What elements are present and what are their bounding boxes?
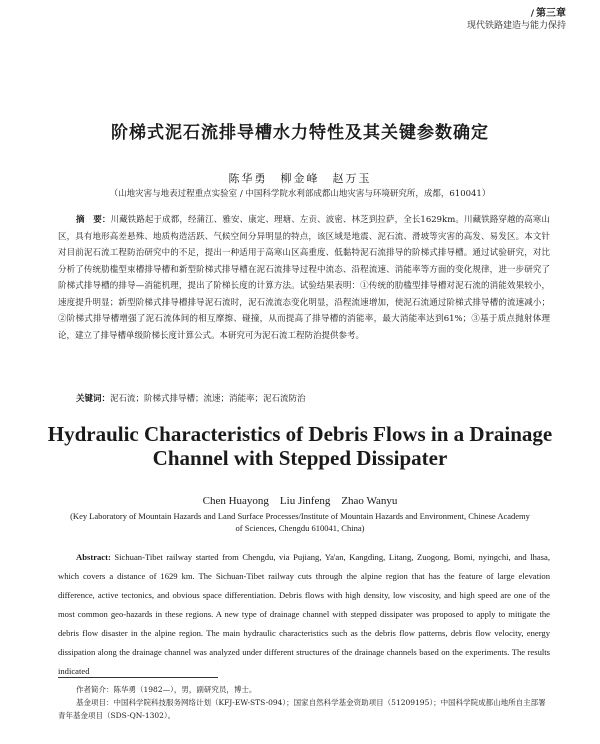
footnotes bbox=[58, 683, 550, 722]
chinese-title: 阶梯式泥石流排导槽水力特性及其关键参数确定 bbox=[111, 123, 489, 143]
running-head-subtitle: 现代铁路建造与能力保持 bbox=[466, 21, 566, 31]
running-head-chapter: / 第三章 bbox=[530, 8, 566, 19]
footnote-divider bbox=[58, 677, 218, 678]
funding-footnote: 基金项目：中国科学院科技服务网络计划（KFJ-EW-STS-094）；国家自然科学基金资助项目（51209195）；中国科学院成都山地所自主部署青年基金项目（SDS-QN-1302）。 bbox=[58, 698, 546, 720]
english-authors: Chen Huayong Liu Jinfeng Zhao Wanyu bbox=[202, 495, 398, 507]
running-head bbox=[467, 8, 566, 32]
english-affiliation: (Key Laboratory of Mountain Hazards and Land Surface Processes/Institute of Mountain Hazards and Environment, Chinese Academy of Sciences, Chengdu 610041, China) bbox=[70, 511, 530, 533]
chinese-abstract-text: 川藏铁路起于成都，经蒲江、雅安、康定、理塘、左贡、波密、林芝到拉萨，全长1629km。川藏铁路穿越的高寒山区，具有地形高差悬殊、地质构造活跃、气候空间分异明显的特点，该区域是地震、泥石流、滑坡等灾害的高发、易发区。本文针对目前泥石流工程防治研究中的不足，提出一种适用于高寒山区高重度、低黏特泥石流排导的阶梯式排导槽。通过试验研究，对比分析了传统肋槛型束槽排导槽和新型阶梯式排导槽在泥石流排导过程中流态、沿程流速、消能率等方面的变化规律，进一步研究了阶梯式排导槽的排导—消能机理，提出了阶梯长度的计算方法。试验结果表明：①传统的肋槛型排导槽对泥石流的消能效果较小，速度提升明显；新型阶梯式排导槽排导泥石流时，泥石流流态变化明显，沿程流速增加，使泥石流通过阶梯式排导槽的流速减小；②阶梯式排导槽增强了泥石流体间的相互摩擦、碰撞，从而提高了排导槽的消能率，最大消能率达到61%；③基于质点抛射体理论，建立了排导槽单级阶梯长度计算公式。本研究可为泥石流工程防治提供参考。 bbox=[58, 215, 550, 341]
english-title bbox=[0, 422, 600, 470]
chinese-abstract-label: 摘 要： bbox=[76, 215, 111, 225]
chinese-authors: 陈华勇 柳金峰 赵万玉 bbox=[228, 172, 372, 185]
english-abstract-label: Abstract: bbox=[76, 552, 111, 562]
chinese-keywords-label: 关键词： bbox=[76, 394, 111, 404]
chinese-abstract bbox=[58, 212, 550, 344]
english-abstract bbox=[58, 548, 550, 681]
english-title-line-1: Hydraulic Characteristics of Debris Flows in a Drainage bbox=[47, 422, 553, 446]
chinese-keywords-text: 泥石流；阶梯式排导槽；流速；消能率；泥石流防治 bbox=[110, 394, 306, 404]
chinese-keywords bbox=[76, 392, 546, 404]
english-title-line-2: Channel with Stepped Dissipater bbox=[152, 446, 448, 470]
chinese-affiliation: （山地灾害与地表过程重点实验室 / 中国科学院水利部成都山地灾害与环境研究所，成都，610041） bbox=[109, 189, 491, 199]
english-abstract-text: Sichuan-Tibet railway started from Chengdu, via Pujiang, Ya'an, Kangding, Litang, Zuogong, Bomi, nyingchi, and lhasa, which covers a distance of 1629 km. The Sichuan-Tibet railway cuts through the alpine region that has the feature of large elevation difference, active tectonics, and obvious space differentiation. Debris flows with high density, low viscosity, and high speed are one of the most common geo-hazards in these regions. A new type of drainage channel with stepped dissipater was proposed to apply to mitigate the debris flow disaster in the alpine region. The main hydraulic characteristics such as the debris flow patterns, debris flow velocity, energy dissipation along the drainage channel was analyzed under different structures of the drainage channels based on the experiments. The results indicated bbox=[58, 552, 550, 676]
author-footnote: 作者简介：陈华勇（1982—），男，副研究员，博士。 bbox=[76, 685, 257, 694]
